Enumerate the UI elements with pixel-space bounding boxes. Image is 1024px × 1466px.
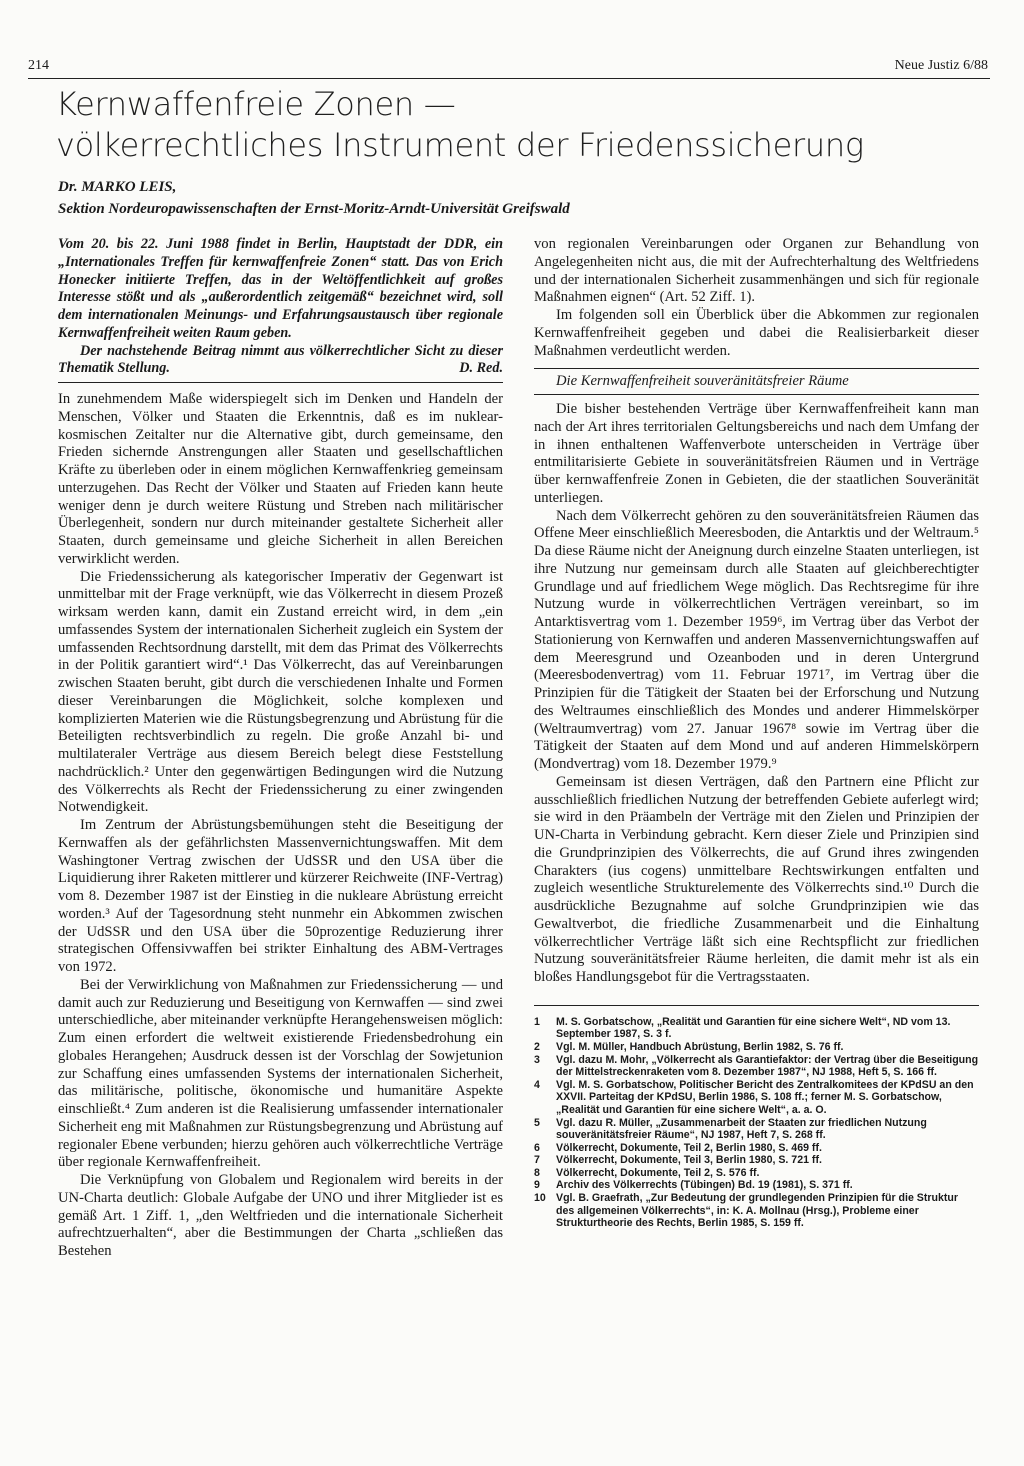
body-paragraph: Im Zentrum der Abrüstungsbemühungen steht die Beseitigung der Kernwaffen als der gefährlichsten Massenvernichtungswaffen. Mit dem Washingtoner Vertrag zwischen der UdSSR und den USA über die Liquidierung ihrer Raketen mittlerer und kürzerer Reichweite (INF-Vertrag) vom 8. Dezember 1987 ist der Einstieg in die nukleare Abrüstung erreicht worden.³ Auf der Tagesordnung steht nunmehr ein Abkommen zwischen der UdSSR und den USA über die 50prozentige Reduzierung ihrer strategischen Offensivwaffen bei strikter Einhaltung des ABM-Vertrages von 1972.: [58, 817, 503, 975]
body-paragraph: Bei der Verwirklichung von Maßnahmen zur Friedenssicherung — und damit auch zur Reduzierung und Beseitigung von Kernwaffen — sind zwei unterschiedliche, aber miteinander verknüpfte Herangehensweisen möglich: Zum einen erfordert die weltweit existierende Friedensbedrohung ein globales Herangehen; Ausdruck dessen ist der Vorschlag der Sowjetunion zur Schaffung eines umfassenden Systems der internationalen Sicherheit, das militärische, politische, ökonomische und humanitäre Aspekte einschließt.⁴ Zum anderen ist die Realisierung umfassender internationaler Sicherheit eng mit Maßnahmen zur Rüstungsbegrenzung und Abrüstung auf regionaler Ebene verbunden; hierzu gehören auch völkerrechtliche Verträge über regionale Kernwaffenfreiheit.: [58, 976, 503, 1171]
footnote: 7 Völkerrecht, Dokumente, Teil 3, Berlin 1980, S. 721 ff.: [534, 1154, 822, 1167]
body-paragraph: von regionalen Vereinbarungen oder Organen zur Behandlung von Angelegenheiten nicht aus, die mit der Aufrechterhaltung des Weltfriedens und der internationalen Sicherheit zusammenhängen und sich für regionale Maßnahmen eignen“ (Art. 52 Ziff. 1).: [534, 236, 979, 306]
byline: [58, 176, 570, 220]
footnotes: [534, 1016, 979, 1230]
editorial-intro: [58, 236, 503, 378]
journal-issue: Neue Justiz 6/88: [894, 58, 988, 73]
page-number: 214: [28, 58, 49, 73]
footnote: 10 Vgl. B. Graefrath, „Zur Bedeutung der grundlegenden Prinzipien für die Struktur des allgemeinen Völkerrechts“, in: K. A. Mollnau (Hrsg.), Probleme einer Strukturtheorie des Rechts, Berlin 1985, S. 159 ff.: [534, 1192, 959, 1230]
author-affiliation: Sektion Nordeuropawissenschaften der Ernst-Moritz-Arndt-Universität Greifswald: [58, 201, 570, 217]
footnote: 9 Archiv des Völkerrechts (Tübingen) Bd. 19 (1981), S. 371 ff.: [534, 1179, 853, 1192]
footnote: 2 Vgl. M. Müller, Handbuch Abrüstung, Berlin 1982, S. 76 ff.: [534, 1040, 844, 1053]
body-paragraph: Die bisher bestehenden Verträge über Kernwaffenfreiheit kann man nach der Art ihres territorialen Geltungsbereichs und nach dem Umfang der in ihnen enthaltenen Waffenverbote unterscheiden in Verträge über entmilitarisierte Gebiete in souveränitätsfreien Räumen und in Verträge über kernwaffenfreie Zonen in Gebieten, die der staatlichen Souveränität unterliegen.: [534, 401, 979, 506]
author-name: Dr. MARKO LEIS,: [58, 179, 177, 195]
intro-paragraph: Vom 20. bis 22. Juni 1988 findet in Berlin, Hauptstadt der DDR, ein „Internationales Treffen für kernwaffenfreie Zonen“ statt. Das von Erich Honecker initiierte Treffen, das in der Weltöffentlichkeit auf großes Interesse stößt und als „außerordentlich zeitgemäß“ bezeichnet wird, soll dem internationalen Meinungs- und Erfahrungsaustausch über regionale Kernwaffenfreiheit weiten Raum geben.: [58, 236, 503, 341]
section-heading: Die Kernwaffenfreiheit souveränitätsfreier Räume: [534, 369, 979, 395]
footnote-rule: [534, 1005, 979, 1006]
header-rule: [28, 78, 990, 79]
footnote: 4 Vgl. M. S. Gorbatschow, Politischer Bericht des Zentralkomitees der KPdSU an den XXVII. Parteitag der KPdSU, Berlin 1986, S. 108 ff.; ferner M. S. Gorbatschow, „Realität und Garantien für eine sichere Welt“, a. a. O.: [534, 1078, 974, 1116]
body-paragraph: Die Friedenssicherung als kategorischer Imperativ der Gegenwart ist unmittelbar mit der Frage verknüpft, wie das Völkerrecht in diesem Prozeß wirksam werden kann, damit ein Zustand erreicht wird, in dem „ein umfassendes System der internationalen Sicherheit zugleich ein System der umfassenden Rechtsordnung darstellt, mit dem das Primat des Völkerrechts in der Politik garantiert wird“.¹ Das Völkerrecht, das auf Vereinbarungen zwischen Staaten beruht, gibt durch die verschiedenen Inhalte und Formen dieser Vereinbarungen die Möglichkeit, solche komplexen und komplizierten Materien wie die Rüstungsbegrenzung und Abrüstung für die Beteiligten rechtsverbindlich zu regeln. Die große Anzahl bi- und multilateraler Verträge aus diesem Bereich belegt diese Feststellung nachdrücklich.² Unter den gegenwärtigen Bedingungen wird die Nutzung des Völkerrechts als Recht der Friedenssicherung zu einer zwingenden Notwendigkeit.: [58, 568, 503, 816]
editor-signature: D. Red.: [459, 360, 503, 377]
footnote: 6 Völkerrecht, Dokumente, Teil 2, Berlin 1980, S. 469 ff.: [534, 1141, 822, 1154]
footnote: 5 Vgl. dazu R. Müller, „Zusammenarbeit der Staaten zur friedlichen Nutzung souveränitätsfreier Räume“, NJ 1987, Heft 7, S. 268 ff.: [534, 1116, 927, 1142]
footnote: 8 Völkerrecht, Dokumente, Teil 2, S. 576 ff.: [534, 1166, 760, 1179]
footnote: 3 Vgl. dazu M. Mohr, „Völkerrecht als Garantiefaktor: der Vertrag über die Beseitigung der Mittelstreckenraketen vom 8. Dezember 1987“, NJ 1988, Heft 5, S. 166 ff.: [534, 1053, 979, 1079]
intro-separator: [58, 382, 503, 383]
body-paragraph: Nach dem Völkerrecht gehören zu den souveränitätsfreien Räumen das Offene Meer einschließlich Meeresboden, die Antarktis und der Weltraum.⁵ Da diese Räume nicht der Aneignung durch einzelne Staaten unterliegen, ist ihre Nutzung nur gemeinsam durch alle Staaten auf gleichberechtigter Grundlage und auf friedlichem Wege möglich. Das Rechtsregime für ihre Nutzung wurde in völkerrechtlichen Verträgen vereinbart, so im Antarktisvertrag vom 1. Dezember 1959⁶, im Vertrag über das Verbot der Stationierung von Kernwaffen und anderen Massenvernichtungswaffen auf dem Meeresgrund und Ozeanboden und in deren Untergrund (Meeresbodenvertrag) vom 11. Februar 1971⁷, im Vertrag über die Prinzipien für die Tätigkeit der Staaten bei der Erforschung und Nutzung des Weltraumes einschließlich des Mondes und anderer Himmelskörper (Weltraumvertrag) vom 27. Januar 1967⁸ sowie im Vertrag über die Tätigkeit der Staaten auf dem Mond und auf anderen Himmelskörpern (Mondvertrag) vom 18. Dezember 1979.⁹: [534, 507, 979, 772]
article-title-line-2: völkerrechtliches Instrument der Friedenssicherung: [56, 126, 864, 164]
body-paragraph: Im folgenden soll ein Überblick über die Abkommen zur regionalen Kernwaffenfreiheit gegeben und dabei die Realisierbarkeit dieser Maßnahmen verdeutlicht werden.: [534, 307, 979, 359]
left-column: [58, 236, 503, 1261]
right-column: [534, 236, 979, 1230]
article-title: [56, 84, 864, 166]
intro-closing: [58, 343, 503, 379]
intro-paragraph-2: Der nachstehende Beitrag nimmt aus völkerrechtlicher Sicht zu dieser Thematik Stellung.: [58, 342, 503, 377]
article-title-line-1: Kernwaffenfreie Zonen —: [56, 85, 456, 123]
body-paragraph: In zunehmendem Maße widerspiegelt sich im Denken und Handeln der Menschen, Völker und Staaten die Erkenntnis, daß es im nuklear-kosmischen Zeitalter nur die Alternative gibt, durch gemeinsame, den Frieden sichernde Anstrengungen aller Staaten und gesellschaftlichen Kräfte zu überleben oder in einem möglichen Kernwaffenkrieg gemeinsam unterzugehen. Das Recht der Völker und Staaten auf Frieden kann heute weniger denn je durch weitere Rüstung und Streben nach militärischer Überlegenheit, sondern nur durch miteinander gestaltete Sicherheit aller Staaten, durch gemeinsame und gleiche Sicherheit in allen Bereichen verwirklicht werden.: [58, 391, 503, 567]
footnote: 1 M. S. Gorbatschow, „Realität und Garantien für eine sichere Welt“, ND vom 13. September 1987, S. 3 f.: [534, 1015, 951, 1041]
body-paragraph: Gemeinsam ist diesen Verträgen, daß den Partnern eine Pflicht zur ausschließlich friedlichen Nutzung der betreffenden Gebiete auferlegt wird; sie wird in den Präambeln der Verträge mit den Zielen und Prinzipien der UN-Charta in Verbindung gebracht. Kern dieser Ziele und Prinzipien sind die Grundprinzipien des Völkerrechts, die auf Grund ihres zwingenden Charakters (ius cogens) unmittelbare Rechtswirkungen entfalten und zugleich wesentliche Strukturelemente des Völkerrechts sind.¹⁰ Durch die ausdrückliche Bezugnahme auf solche Grundprinzipien wie das Gewaltverbot, die friedliche Zusammenarbeit und die Einhaltung völkerrechtlicher Verträge läßt sich eine Rechtspflicht zur friedlichen Nutzung souveränitätsfreier Räume herleiten, die damit mehr ist als ein bloßes Handlungsgebot für die Vertragsstaaten.: [534, 773, 979, 985]
body-paragraph: Die Verknüpfung von Globalem und Regionalem wird bereits in der UN-Charta deutlich: Globale Aufgabe der UNO und ihrer Mitglieder ist es gemäß Art. 1 Ziff. 1, „den Weltfrieden und die internationale Sicherheit aufrechtzuerhalten“, aber die Bestimmungen der Charta „schließen das Bestehen: [58, 1172, 503, 1259]
